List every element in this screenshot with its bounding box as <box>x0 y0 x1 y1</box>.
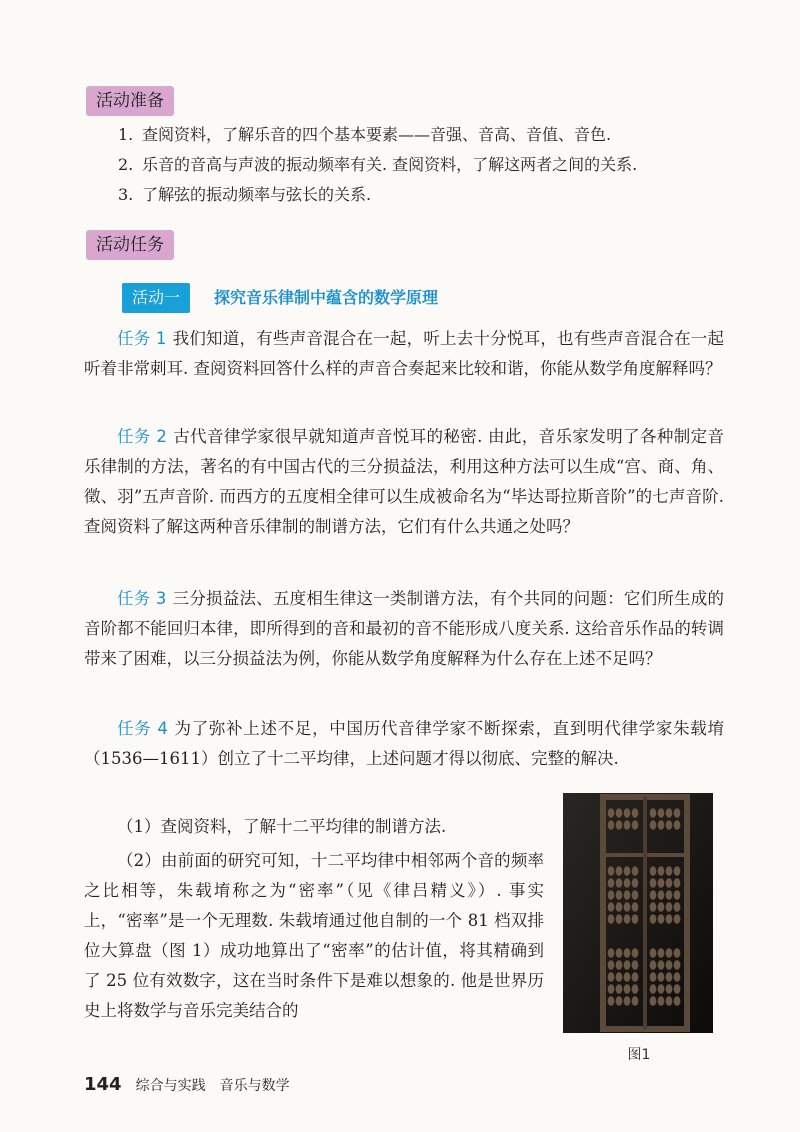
list-item <box>118 150 758 180</box>
sub-item-1: （1）查阅资料，了解十二平均律的制谱方法. <box>117 817 447 836</box>
item-number: 1. <box>118 125 134 144</box>
activity-heading <box>122 283 742 313</box>
task-4-paragraph <box>84 714 724 774</box>
task-text: 古代音律学家很早就知道声音悦耳的秘密. 由此，音乐家发明了各种制定音乐律制的方法，著名的有中国古代的三分损益法，利用这种方法可以生成“宫、商、角、徵、羽”五声音阶. 而西方的五度相全律可以生成被命名为“毕达哥拉斯音阶”的七声音阶. 查阅资料了解这两种音乐律制的制谱方法，它们有什么共通之处吗？ <box>84 427 724 536</box>
task-label: 任务 3 <box>117 589 167 608</box>
item-text: 乐音的音高与声波的振动频率有关. 查阅资料，了解这两者之间的关系. <box>142 155 638 174</box>
page-number: 144 <box>84 1074 122 1095</box>
task-label: 任务 4 <box>117 719 168 738</box>
chapter-title: 综合与实践 音乐与数学 <box>135 1078 290 1094</box>
item-number: 3. <box>118 185 134 204</box>
page-footer <box>84 1074 290 1098</box>
activity-label: 活动一 <box>122 283 190 313</box>
item-text: 了解弦的振动频率与弦长的关系. <box>142 185 372 204</box>
figure-caption: 图1 <box>627 1047 651 1063</box>
activity-tasks-tag: 活动任务 <box>86 230 174 260</box>
prep-list <box>118 120 758 210</box>
item-number: 2. <box>118 155 134 174</box>
task-label: 任务 2 <box>117 427 167 446</box>
list-item <box>118 120 758 150</box>
item-text: 查阅资料，了解乐音的四个基本要素——音强、音高、音值、音色. <box>142 125 612 144</box>
task-3-paragraph <box>84 584 724 674</box>
sub-item-2: （2）由前面的研究可知，十二平均律中相邻两个音的频率之比相等，朱载堉称之为“密率”（见《律吕精义》）. 事实上，“密率”是一个无理数. 朱载堉通过他自制的一个 81 档双排位大算盘（图 1）成功地算出了“密率”的估计值，将其精确到了 25 位有效数字，这在当时条件下是难以想象的. 他是世界历史上将数学与音乐完美结合的 <box>84 851 544 1020</box>
abacus-image <box>563 793 713 1033</box>
task-text: 我们知道，有些声音混合在一起，听上去十分悦耳，也有些声音混合在一起听着非常刺耳. 查阅资料回答什么样的声音合奏起来比较和谐，你能从数学角度解释吗？ <box>84 329 724 378</box>
task-text: 三分损益法、五度相生律这一类制谱方法，有个共同的问题：它们所生成的音阶都不能回归本律，即所得到的音和最初的音不能形成八度关系. 这给音乐作品的转调带来了困难，以三分损益法为例，你能从数学角度解释为什么存在上述不足吗？ <box>84 589 724 668</box>
list-item <box>118 180 758 210</box>
activity-prep-tag: 活动准备 <box>86 86 174 116</box>
task-text: 为了弥补上述不足，中国历代音律学家不断探索，直到明代律学家朱载堉（1536—1611）创立了十二平均律，上述问题才得以彻底、完整的解决. <box>84 719 724 768</box>
task-1-paragraph <box>84 324 724 384</box>
task-2-paragraph <box>84 422 724 542</box>
abacus-photo <box>563 793 713 1033</box>
activity-title: 探究音乐律制中蕴含的数学原理 <box>214 288 439 307</box>
task-label: 任务 1 <box>117 329 167 348</box>
